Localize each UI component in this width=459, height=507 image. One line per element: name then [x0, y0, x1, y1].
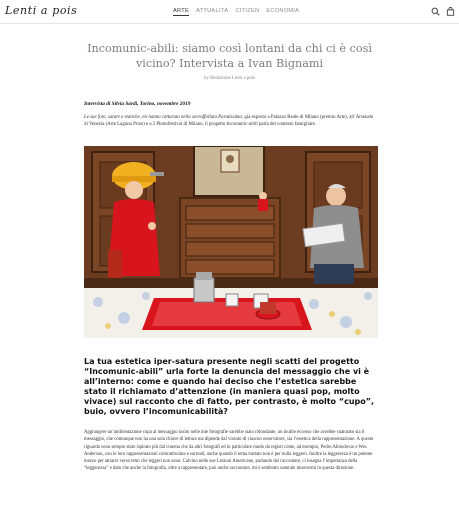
intro-project-name: Incomunic-abili: [226, 122, 258, 128]
intro-italic-lead: Le sue foto, sature e statiche, mi hanno catturato nella sovraffollata Paratissima: [84, 115, 242, 120]
nav-item-citizen[interactable]: CITIZEN: [235, 8, 260, 14]
article-title: Incomunic-abili: siamo così lontani da chi ci è così vicino? Intervista a Ivan Bignami: [87, 42, 372, 70]
nav-item-arte[interactable]: ARTE: [173, 8, 190, 14]
intro-tail: parla del contesto famigliare.: [257, 122, 317, 128]
article-header: [84, 42, 375, 81]
interview-answer: Aggiungere un’ambientazione cupa al messaggio insito nelle mie fotografie sarebbe stato ridondante, un inutile eccesso che avrebbe snaturato sia il messaggio, che comunque non ha una sola chiave di lettura ma dipende dal vissuto di ciascun osservatore, sia l’estetica della rappresentazione. A questo riguardo sono sempre stato ispirato più dal cinema che da altri fotografi ed in particolare modo da registi come, ad esempio, Pedro Almodovar e Wes Anderson, con le loro rappresentazioni colorattissime e surreali, anche quando il tema trattato non è per nulla leggero. Inoltre la leggerezza è un potente mezzo per attrarre verso temi che leggeri non sono. Calvino nelle sue Lezioni Americane, parlando del raccontare, ci insegna l’importanza della “leggerezza” e dato che anche la fotografia, oltre a rappresentare, può anche raccontare, mi è sembrato naturale muovermi in questa direzione.: [84, 430, 374, 472]
site-logo[interactable]: Lenti a pois: [5, 4, 78, 17]
main-nav: [173, 8, 299, 16]
photo-elderly-couple: [84, 146, 378, 338]
nav-item-economia[interactable]: ECONOMIA: [266, 8, 300, 14]
top-navbar: [0, 0, 459, 24]
search-icon[interactable]: [431, 7, 440, 16]
article-byline[interactable]: by Redazione Lenti a pois: [203, 76, 256, 81]
article-intro: [84, 114, 377, 129]
interview-credit: Intervista di Silvia Sardi, Torino, novembre 2019: [84, 101, 191, 107]
interview-question: La tua estetica iper-satura presente negli scatti del progetto “Incomunic-abili” urla forte la denuncia del messaggio che vi è all’interno: come e quando hai deciso che l’estetica sarebbe stato il richiamato d’attenzione (in maniera quasi pop, molto vivace) sul racconto che di fatto, per contrasto, è molto “cupo”, buio, ovvero l’incomunicabilità?: [84, 357, 375, 417]
bag-icon[interactable]: [446, 7, 455, 16]
article-photo: [84, 146, 378, 338]
nav-item-attualita[interactable]: ATTUALITÀ: [196, 8, 229, 14]
intro-text: : già esposto a Palazzo Reale di Milano (premio Arte), all’Arsenale di Venezia (Arte Laguna Prize) e a 2 Photofestival di Milano, il progetto: [84, 115, 374, 128]
